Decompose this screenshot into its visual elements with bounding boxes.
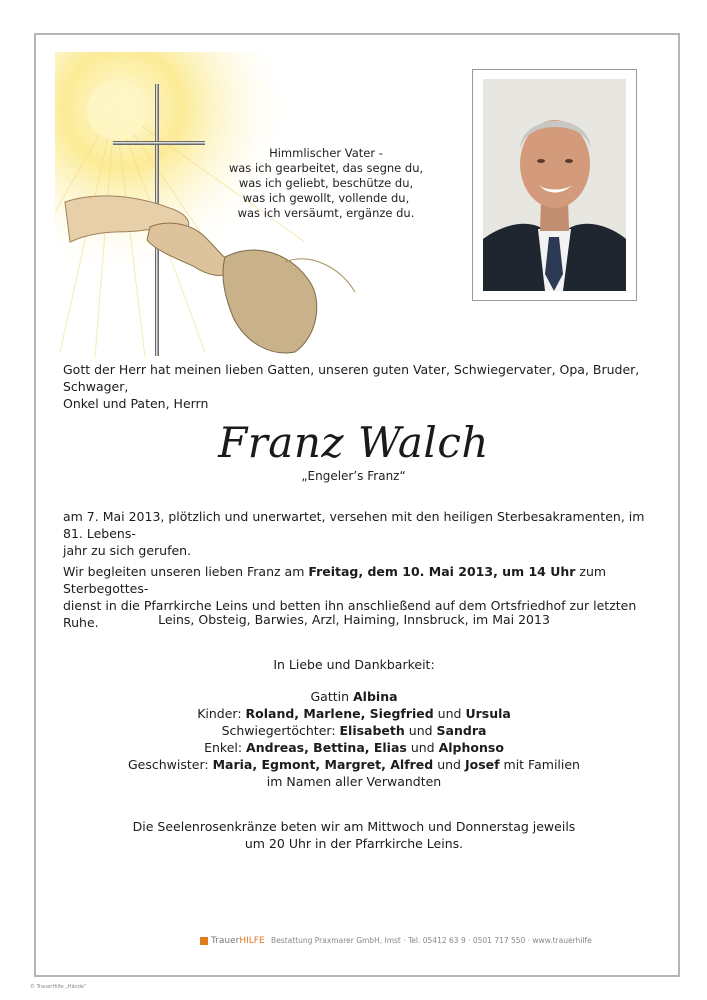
label: mit Familien — [499, 757, 580, 772]
rosary-notice — [60, 818, 648, 852]
mourner-name: Andreas, Bettina, Elias — [246, 740, 407, 755]
label: Schwiegertöchter: — [221, 723, 340, 738]
brand-part: HILFE — [239, 936, 265, 946]
place-date: Leins, Obsteig, Barwies, Arzl, Haiming, Innsbruck, im Mai 2013 — [158, 612, 550, 627]
death-line: jahr zu sich gerufen. — [63, 543, 192, 558]
mourner-name: Alphonso — [438, 740, 504, 755]
rosary-line: Die Seelenrosenkränze beten wir am Mittwoch und Donnerstag jeweils — [132, 819, 576, 834]
portrait-photo — [483, 79, 626, 291]
conjunction: und — [406, 740, 439, 755]
mourner-line — [60, 722, 648, 739]
intro-text — [63, 361, 651, 412]
mourners-list — [60, 688, 648, 790]
brand-logo-icon — [200, 937, 208, 945]
funeral-date: Freitag, dem 10. Mai 2013, um 14 Uhr — [308, 564, 576, 579]
intro-line: Gott der Herr hat meinen lieben Gatten, unseren guten Vater, Schwiegervater, Opa, Bruder, Schwager, — [63, 362, 640, 394]
prayer-line: was ich versäumt, ergänze du. — [237, 206, 415, 220]
mourner-line — [60, 739, 648, 756]
conjunction: und — [404, 723, 437, 738]
mourner-name: Albina — [353, 689, 398, 704]
deceased-nickname: „Engeler’s Franz“ — [301, 469, 406, 483]
prayer-line: was ich geliebt, beschütze du, — [238, 176, 414, 190]
prayer-line: was ich gearbeitet, das segne du, — [228, 161, 424, 175]
mourner-line: im Namen aller Verwandten — [266, 774, 442, 789]
footer-details: Bestattung Praxmarer GmbH, Imst · Tel. 05412 63 9 · 0501 717 550 · www.trauerhilfe — [271, 936, 592, 945]
mourner-name: Elisabeth — [339, 723, 405, 738]
brand-name — [211, 936, 265, 946]
copyright-note: © TrauerHilfe „Hände“ — [30, 984, 87, 990]
funeral-line: dienst in die Pfarrkirche Leins und betten ihn anschließend auf dem Ortsfriedhof zur letzten Ruhe. — [63, 598, 637, 630]
mourner-line — [60, 756, 648, 773]
footer-imprint — [200, 936, 592, 950]
portrait-frame — [472, 69, 637, 301]
funeral-line — [63, 563, 651, 597]
mourner-name: Ursula — [465, 706, 511, 721]
mourner-name: Roland, Marlene, Siegfried — [245, 706, 434, 721]
conjunction: und — [433, 706, 466, 721]
rosary-line: um 20 Uhr in der Pfarrkirche Leins. — [244, 836, 464, 851]
prayer-line: Himmlischer Vater - — [269, 146, 383, 160]
mourner-line — [60, 688, 648, 705]
label: Geschwister: — [128, 757, 213, 772]
intro-line: Onkel und Paten, Herrn — [63, 396, 209, 411]
funeral-pre: Wir begleiten unseren lieben Franz am — [63, 564, 309, 579]
deceased-name: Franz Walch — [218, 418, 489, 467]
label: Enkel: — [204, 740, 247, 755]
death-line: am 7. Mai 2013, plötzlich und unerwartet, versehen mit den heiligen Sterbesakramenten, im 81. Lebens- — [63, 509, 645, 541]
prayer-verse — [226, 146, 426, 221]
closing-phrase: In Liebe und Dankbarkeit: — [273, 657, 435, 672]
label: Gattin — [310, 689, 353, 704]
prayer-line: was ich gewollt, vollende du, — [242, 191, 410, 205]
death-notice — [63, 508, 651, 559]
mourner-name: Josef — [464, 757, 500, 772]
brand-part: Trauer — [211, 936, 240, 946]
label: Kinder: — [197, 706, 246, 721]
mourner-line — [60, 705, 648, 722]
mourner-name: Maria, Egmont, Margret, Alfred — [212, 757, 434, 772]
mourner-name: Sandra — [436, 723, 487, 738]
conjunction: und — [433, 757, 465, 772]
funeral-post: zum Sterbegottes- — [63, 564, 607, 596]
